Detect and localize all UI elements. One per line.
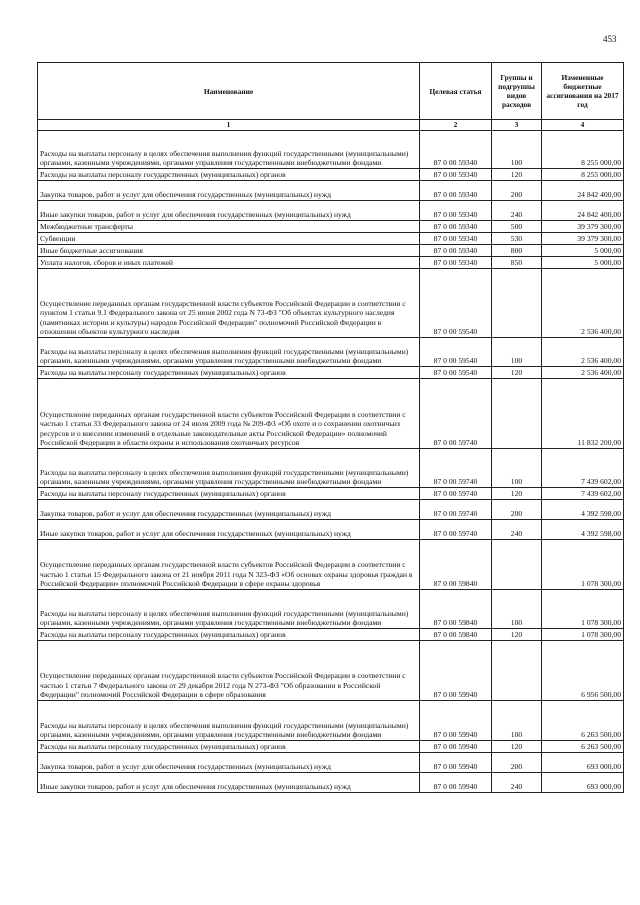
row-name: Расходы на выплаты персоналу государственных (муниципальных) органов	[38, 488, 420, 500]
row-target-article: 87 0 00 59340	[420, 169, 492, 181]
row-name: Расходы на выплаты персоналу в целях обеспечения выполнения функций государственными (муниципальными) органами, казенными учреждениями, органами управления государственными внебюджетными фондами	[38, 449, 420, 488]
row-name: Осуществление переданных органам государственной власти субъектов Российской Федерации в соответствии с частью 1 статьи 15 Федерального закона от 21 ноября 2011 года N 323-ФЗ «Об основах охраны здоровья граждан в Российской Федерации» полномочий Российской Федерации в сфере охраны здоровья	[38, 540, 420, 590]
row-name: Расходы на выплаты персоналу государственных (муниципальных) органов	[38, 367, 420, 379]
row-expense-group: 120	[492, 169, 542, 181]
row-expense-group: 530	[492, 233, 542, 245]
row-name: Межбюджетные трансферты	[38, 221, 420, 233]
table-row	[38, 520, 624, 540]
table-row	[38, 338, 624, 367]
row-expense-group: 120	[492, 629, 542, 641]
table-row	[38, 201, 624, 221]
row-expense-group	[492, 540, 542, 590]
table-row	[38, 741, 624, 753]
row-target-article: 87 0 00 59940	[420, 773, 492, 793]
row-target-article: 87 0 00 59940	[420, 701, 492, 741]
table-row	[38, 379, 624, 449]
row-expense-group	[492, 379, 542, 449]
row-expense-group: 100	[492, 131, 542, 169]
row-target-article: 87 0 00 59340	[420, 181, 492, 201]
row-amount: 5 000,00	[542, 257, 624, 269]
header-amount: Измененные бюджетные ассигнования на 2017 год	[542, 63, 624, 120]
row-target-article: 87 0 00 59340	[420, 221, 492, 233]
row-amount: 4 392 598,00	[542, 500, 624, 520]
row-amount: 1 078 300,00	[542, 540, 624, 590]
row-name: Расходы на выплаты персоналу в целях обеспечения выполнения функций государственными (муниципальными) органами, казенными учреждениями, органами управления государственными внебюджетными фондами	[38, 701, 420, 741]
column-number: 1	[38, 120, 420, 131]
row-amount: 1 078 300,00	[542, 590, 624, 629]
row-amount: 693 000,00	[542, 753, 624, 773]
row-name: Осуществление переданных органам государственной власти субъектов Российской Федерации в соответствии с частью 1 статьи 33 Федерального закона от 24 июля 2009 года № 209-ФЗ «Об охоте и о сохранении охотничьих ресурсов и о внесении изменений в отдельные законодательные акты Российской Федерации» полномочий Российской Федерации в области охраны и использования охотничьих ресурсов	[38, 379, 420, 449]
row-target-article: 87 0 00 59940	[420, 753, 492, 773]
row-expense-group: 800	[492, 245, 542, 257]
row-name: Иные закупки товаров, работ и услуг для обеспечения государственных (муниципальных) нужд	[38, 520, 420, 540]
table-row	[38, 500, 624, 520]
row-expense-group: 240	[492, 520, 542, 540]
row-target-article: 87 0 00 59340	[420, 233, 492, 245]
table-row	[38, 233, 624, 245]
row-target-article: 87 0 00 59940	[420, 641, 492, 701]
row-name: Закупка товаров, работ и услуг для обеспечения государственных (муниципальных) нужд	[38, 181, 420, 201]
table-row	[38, 773, 624, 793]
column-number: 3	[492, 120, 542, 131]
row-amount: 6 263 500,00	[542, 701, 624, 741]
row-name: Расходы на выплаты персоналу в целях обеспечения выполнения функций государственными (муниципальными) органами, казенными учреждениями, органами управления государственными внебюджетными фондами	[38, 338, 420, 367]
column-number-row	[38, 120, 624, 131]
table-row	[38, 269, 624, 338]
table-body	[38, 131, 624, 793]
row-name: Иные закупки товаров, работ и услуг для обеспечения государственных (муниципальных) нужд	[38, 773, 420, 793]
table-row	[38, 367, 624, 379]
row-amount: 24 842 400,00	[542, 181, 624, 201]
row-name: Иные закупки товаров, работ и услуг для обеспечения государственных (муниципальных) нужд	[38, 201, 420, 221]
column-number: 4	[542, 120, 624, 131]
row-name: Расходы на выплаты персоналу государственных (муниципальных) органов	[38, 169, 420, 181]
row-target-article: 87 0 00 59540	[420, 269, 492, 338]
row-target-article: 87 0 00 59540	[420, 338, 492, 367]
row-name: Субвенции	[38, 233, 420, 245]
table-row	[38, 169, 624, 181]
table-row	[38, 257, 624, 269]
row-amount: 11 832 200,00	[542, 379, 624, 449]
row-target-article: 87 0 00 59840	[420, 590, 492, 629]
row-expense-group	[492, 269, 542, 338]
row-amount: 39 379 300,00	[542, 221, 624, 233]
table-row	[38, 629, 624, 641]
row-target-article: 87 0 00 59740	[420, 500, 492, 520]
row-target-article: 87 0 00 59340	[420, 131, 492, 169]
table-row	[38, 488, 624, 500]
row-expense-group: 100	[492, 338, 542, 367]
row-expense-group: 120	[492, 741, 542, 753]
row-name: Расходы на выплаты персоналу государственных (муниципальных) органов	[38, 629, 420, 641]
row-target-article: 87 0 00 59740	[420, 379, 492, 449]
row-expense-group: 240	[492, 773, 542, 793]
row-target-article: 87 0 00 59740	[420, 520, 492, 540]
table-row	[38, 131, 624, 169]
row-amount: 39 379 300,00	[542, 233, 624, 245]
table-row	[38, 221, 624, 233]
row-amount: 5 000,00	[542, 245, 624, 257]
row-amount: 7 439 602,00	[542, 488, 624, 500]
table-row	[38, 701, 624, 741]
table-row	[38, 590, 624, 629]
row-amount: 2 536 400,00	[542, 338, 624, 367]
row-amount: 24 842 400,00	[542, 201, 624, 221]
table-row	[38, 753, 624, 773]
row-amount: 1 078 300,00	[542, 629, 624, 641]
row-amount: 693 000,00	[542, 773, 624, 793]
row-target-article: 87 0 00 59540	[420, 367, 492, 379]
row-amount: 4 392 598,00	[542, 520, 624, 540]
page-number: 453	[603, 34, 617, 44]
row-name: Расходы на выплаты персоналу государственных (муниципальных) органов	[38, 741, 420, 753]
row-target-article: 87 0 00 59340	[420, 201, 492, 221]
row-amount: 8 255 000,00	[542, 131, 624, 169]
row-target-article: 87 0 00 59340	[420, 257, 492, 269]
table-row	[38, 181, 624, 201]
row-expense-group: 200	[492, 181, 542, 201]
row-target-article: 87 0 00 59740	[420, 488, 492, 500]
row-name: Закупка товаров, работ и услуг для обеспечения государственных (муниципальных) нужд	[38, 753, 420, 773]
row-name: Расходы на выплаты персоналу в целях обеспечения выполнения функций государственными (муниципальными) органами, казенными учреждениями, органами управления государственными внебюджетными фондами	[38, 590, 420, 629]
row-expense-group: 100	[492, 449, 542, 488]
row-name: Осуществление переданных органам государственной власти субъектов Российской Федерации в соответствии с пунктом 1 статьи 9.1 Федерального закона от 25 июня 2002 года N 73-ФЗ "Об объектах культурного наследия (памятниках истории и культуры) народов Российской Федерации" полномочий Российской Федерации в отношении объектов культурного наследия	[38, 269, 420, 338]
header-group: Группы и подгруппы видов расходов	[492, 63, 542, 120]
row-name: Расходы на выплаты персоналу в целях обеспечения выполнения функций государственными (муниципальными) органами, казенными учреждениями, органами управления государственными внебюджетными фондами	[38, 131, 420, 169]
budget-table	[37, 62, 624, 793]
table-row	[38, 449, 624, 488]
row-amount: 6 263 500,00	[542, 741, 624, 753]
row-target-article: 87 0 00 59740	[420, 449, 492, 488]
row-amount: 8 255 000,00	[542, 169, 624, 181]
row-expense-group: 240	[492, 201, 542, 221]
table-row	[38, 641, 624, 701]
row-expense-group: 100	[492, 590, 542, 629]
row-expense-group: 850	[492, 257, 542, 269]
table-row	[38, 245, 624, 257]
row-expense-group: 120	[492, 488, 542, 500]
row-name: Закупка товаров, работ и услуг для обеспечения государственных (муниципальных) нужд	[38, 500, 420, 520]
row-amount: 2 536 400,00	[542, 367, 624, 379]
row-amount: 6 956 500,00	[542, 641, 624, 701]
row-expense-group	[492, 641, 542, 701]
table-row	[38, 540, 624, 590]
row-name: Осуществление переданных органам государственной власти субъектов Российской Федерации в соответствии с частью 1 статьи 7 Федерального закона от 29 декабря 2012 года N 273-ФЗ "Об образовании в Российской Федерации" полномочий Российской Федерации в сфере образования	[38, 641, 420, 701]
header-article: Целевая статья	[420, 63, 492, 120]
row-expense-group: 200	[492, 500, 542, 520]
row-name: Уплата налогов, сборов и иных платежей	[38, 257, 420, 269]
row-target-article: 87 0 00 59940	[420, 741, 492, 753]
table-header-row	[38, 63, 624, 120]
row-expense-group: 200	[492, 753, 542, 773]
header-name: Наименование	[38, 63, 420, 120]
row-target-article: 87 0 00 59340	[420, 245, 492, 257]
row-amount: 7 439 602,00	[542, 449, 624, 488]
row-target-article: 87 0 00 59840	[420, 629, 492, 641]
row-expense-group: 500	[492, 221, 542, 233]
row-target-article: 87 0 00 59840	[420, 540, 492, 590]
row-expense-group: 120	[492, 367, 542, 379]
row-name: Иные бюджетные ассигнования	[38, 245, 420, 257]
row-amount: 2 536 400,00	[542, 269, 624, 338]
column-number: 2	[420, 120, 492, 131]
row-expense-group: 100	[492, 701, 542, 741]
